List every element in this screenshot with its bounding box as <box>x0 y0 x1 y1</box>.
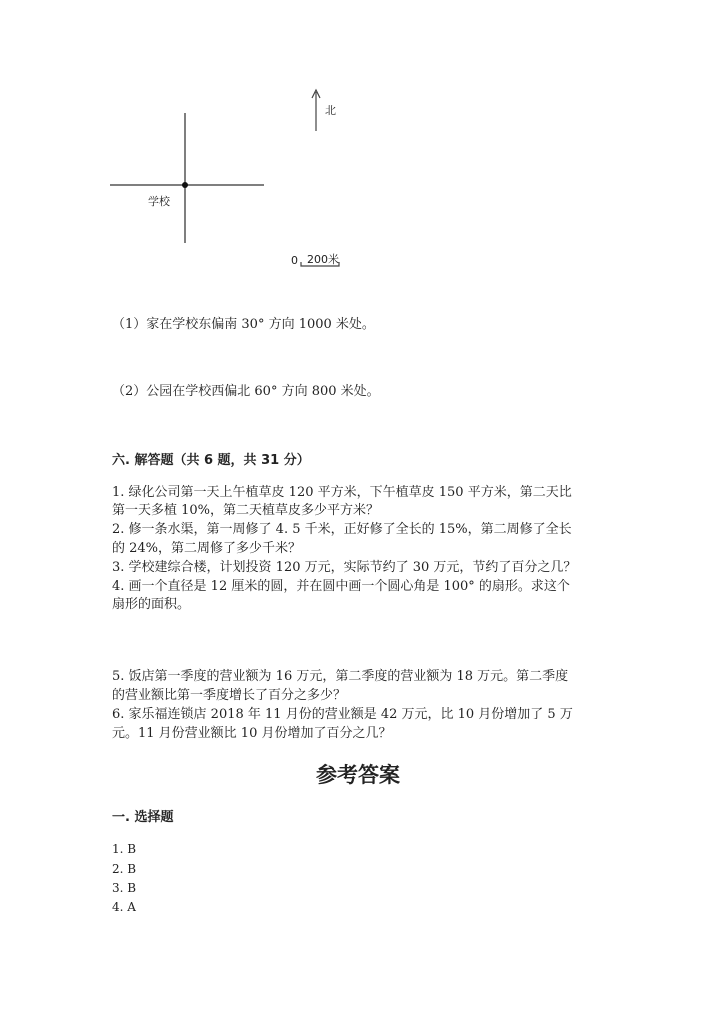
sub-question-2: （2）公园在学校西偏北 60° 方向 800 米处。 <box>112 384 380 399</box>
sub-question-1: （1）家在学校东偏南 30° 方向 1000 米处。 <box>112 317 375 332</box>
direction-diagram <box>0 0 720 290</box>
question-4-line-2: 扇形的面积。 <box>112 597 191 612</box>
scale-distance-label: 200米 <box>307 253 339 266</box>
diagram-svg <box>0 0 720 290</box>
school-point <box>182 182 188 188</box>
question-3-line-1: 3. 学校建综合楼，计划投资 120 万元，实际节约了 30 万元，节约了百分之几？ <box>112 560 577 575</box>
answer-item-2: 2. B <box>112 862 137 876</box>
question-2-line-2: 的 24%，第二周修了多少千米？ <box>112 541 302 556</box>
section-6-title: 六. 解答题（共 6 题，共 31 分） <box>112 453 310 468</box>
question-6-line-2: 元。11 月份营业额比 10 月份增加了百分之几？ <box>112 726 392 741</box>
school-label: 学校 <box>148 195 170 208</box>
answers-section-1-title: 一. 选择题 <box>112 810 174 825</box>
question-2-line-1: 2. 修一条水渠，第一周修了 4. 5 千米，正好修了全长的 15%，第二周修了全长 <box>112 522 572 537</box>
question-5-line-1: 5. 饭店第一季度的营业额为 16 万元，第二季度的营业额为 18 万元。第二季度 <box>112 669 569 684</box>
question-5-line-2: 的营业额比第一季度增长了百分之多少？ <box>112 688 347 703</box>
answer-item-3: 3. B <box>112 881 137 895</box>
question-1-line-2: 第一天多植 10%，第二天植草皮多少平方米？ <box>112 503 380 518</box>
question-6-line-1: 6. 家乐福连锁店 2018 年 11 月份的营业额是 42 万元，比 10 月份增加了 5 万 <box>112 707 573 722</box>
answer-item-1: 1. B <box>112 842 137 856</box>
answers-title: 参考答案 <box>316 763 400 787</box>
north-label: 北 <box>325 104 336 117</box>
question-4-line-1: 4. 画一个直径是 12 厘米的圆，并在圆中画一个圆心角是 100° 的扇形。求这个 <box>112 579 570 594</box>
answer-item-4: 4. A <box>112 900 136 914</box>
question-1-line-1: 1. 绿化公司第一天上午植草皮 120 平方米，下午植草皮 150 平方米，第二天比 <box>112 485 572 500</box>
scale-zero-label: 0 <box>291 254 298 267</box>
